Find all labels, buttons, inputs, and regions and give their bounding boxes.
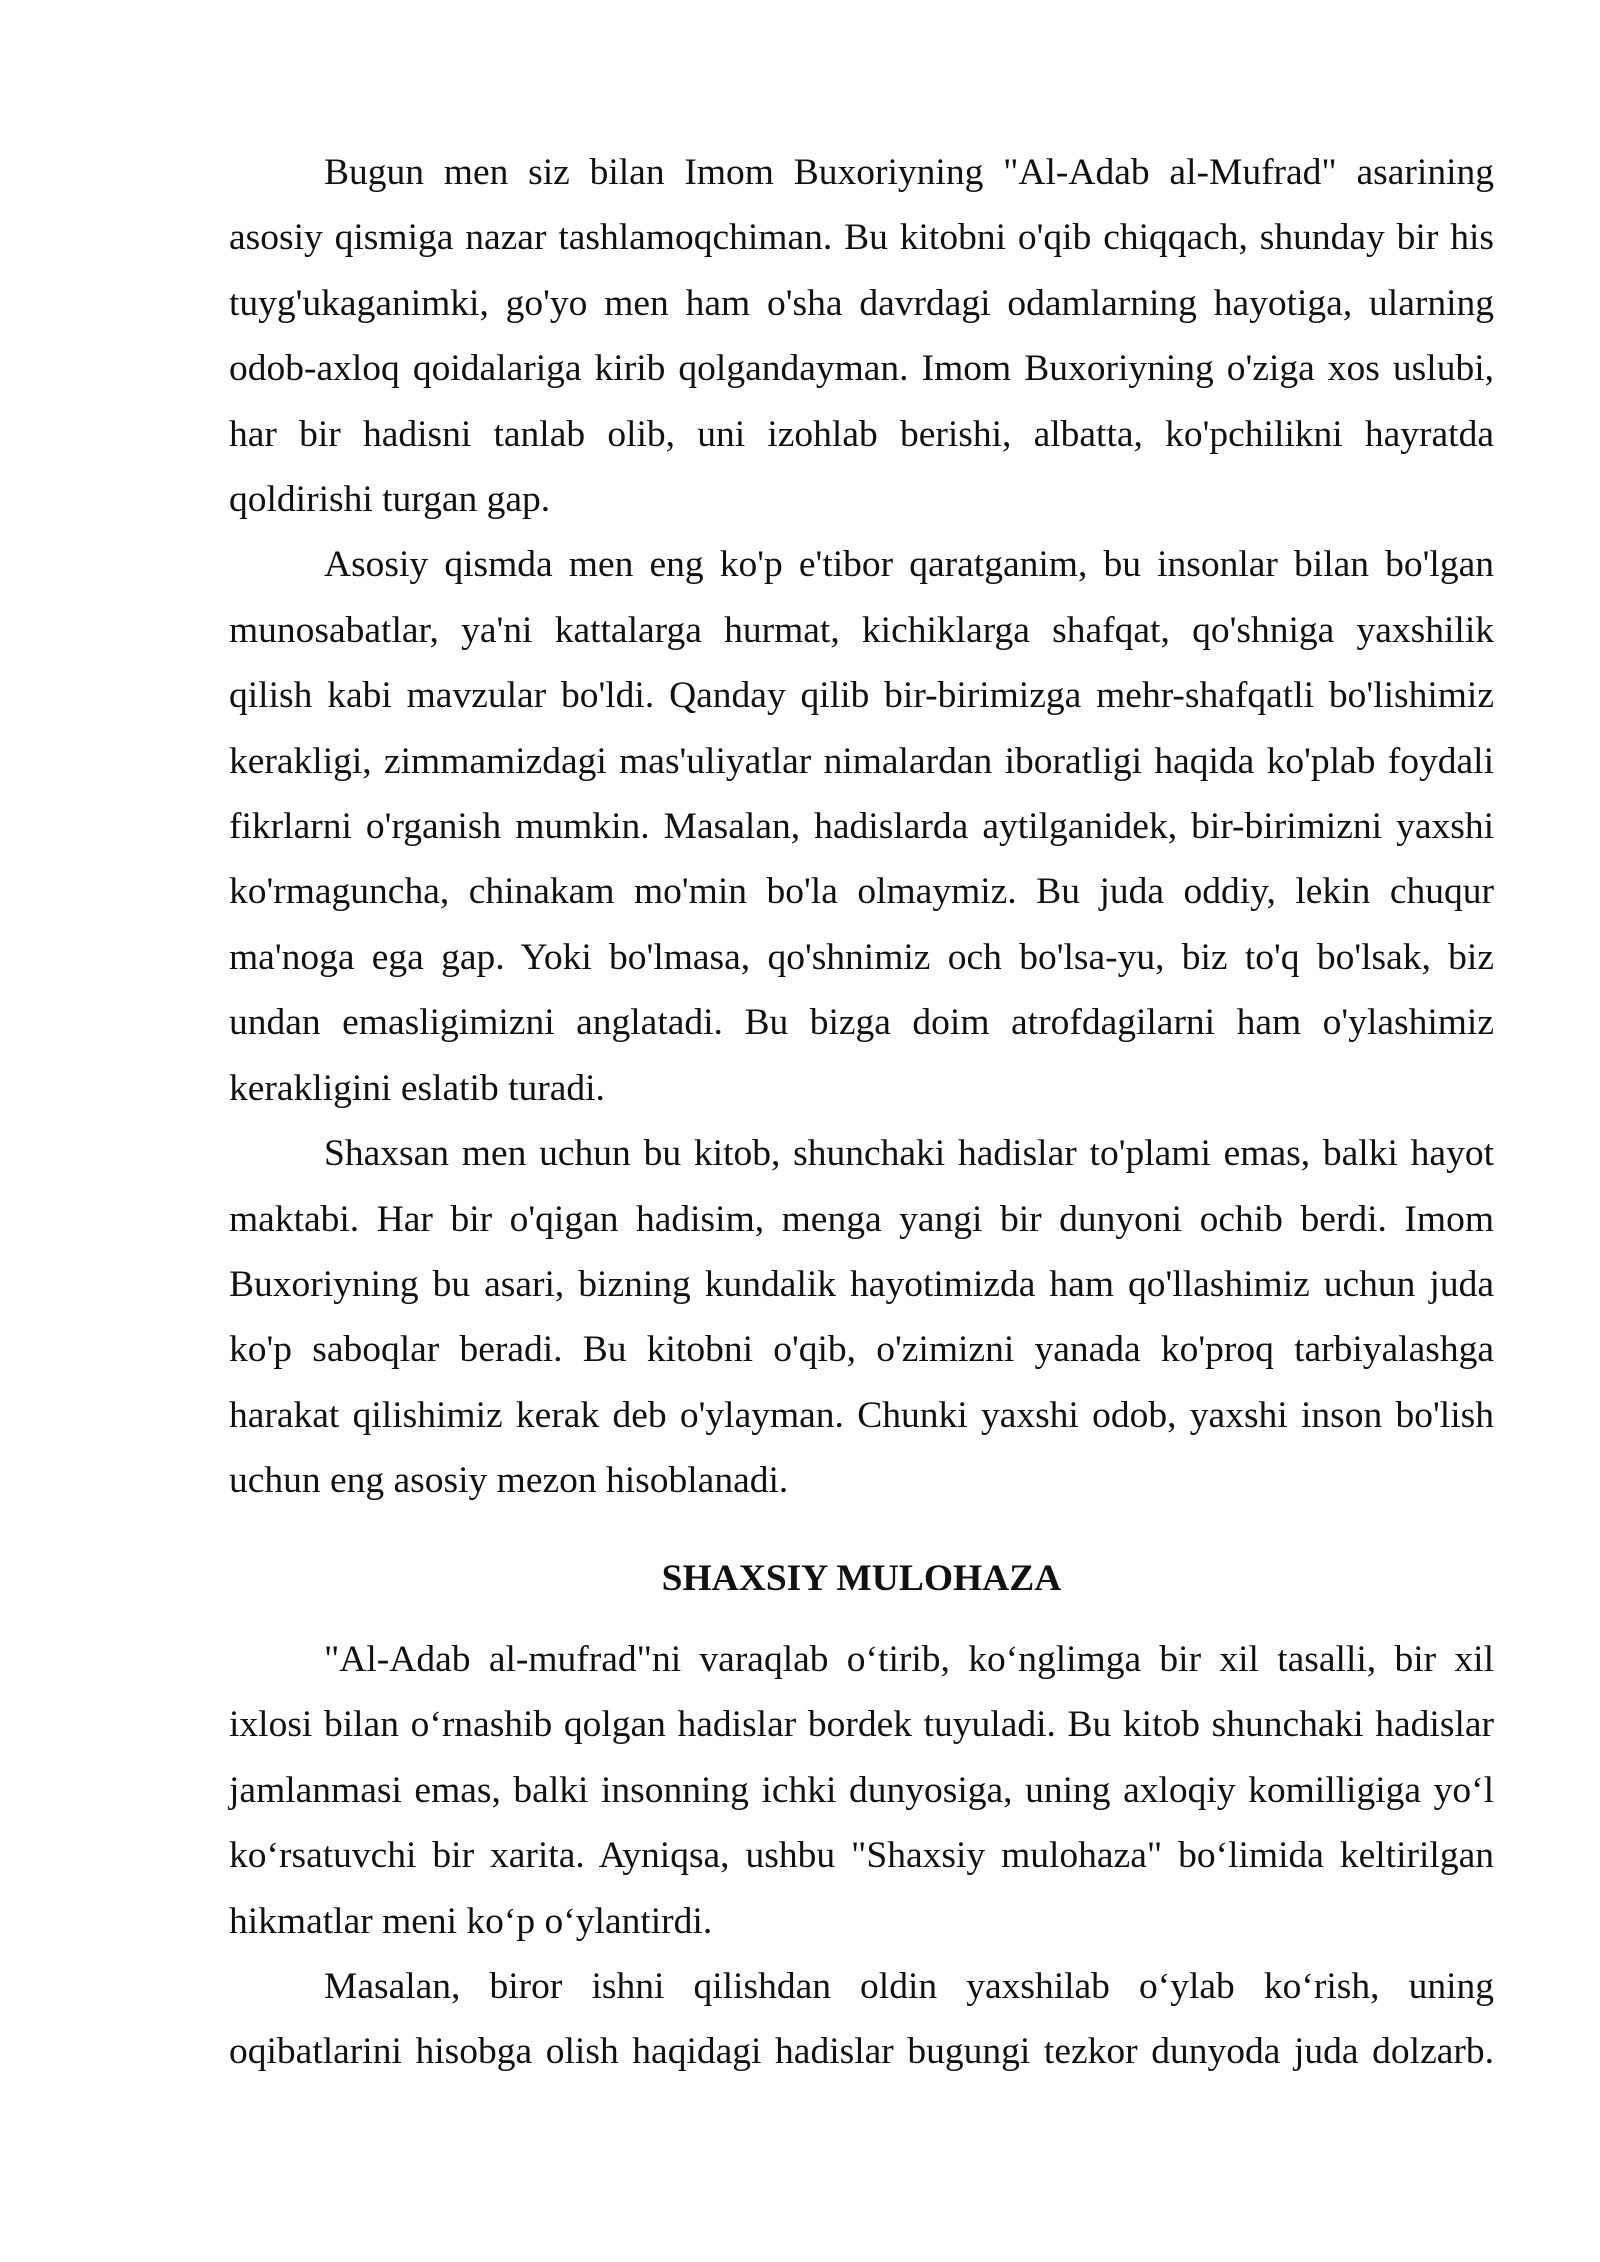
text-line: Shaxsan men uchun bu kitob, shunchaki hadislar to'plami emas, balki hayot <box>324 1133 1494 1175</box>
text-line: oqibatlarini hisobga olish haqidagi hadislar bugungi tezkor dunyoda juda dolzarb. <box>229 2031 1494 2073</box>
text-line: harakat qilishimiz kerak deb o'ylayman. Chunki yaxshi odob, yaxshi inson bo'lish <box>229 1394 1494 1436</box>
text-line: har bir hadisni tanlab olib, uni izohlab berishi, albatta, ko'pchilikni hayratda <box>229 413 1494 455</box>
text-line: munosabatlar, ya'ni kattalarga hurmat, kichiklarga shafqat, qo'shniga yaxshilik <box>229 609 1494 651</box>
text-line: undan emasligimizni anglatadi. Bu bizga doim atrofdagilarni ham o'ylashimiz <box>229 1002 1494 1044</box>
text-line: Bugun men siz bilan Imom Buxoriyning "Al-Adab al-Mufrad" asarining <box>324 152 1494 193</box>
text-line: ma'noga ega gap. Yoki bo'lmasa, qo'shnimiz och bo'lsa-yu, biz to'q bo'lsak, biz <box>229 936 1494 978</box>
text-line: Buxoriyning bu asari, bizning kundalik hayotimizda ham qo'llashimiz uchun juda <box>229 1263 1494 1305</box>
text-line: uchun eng asosiy mezon hisoblanadi. <box>229 1460 789 1502</box>
text-line: asosiy qismiga nazar tashlamoqchiman. Bu kitobni o'qib chiqqach, shunday bir his <box>229 217 1494 259</box>
paragraph <box>229 1121 1494 1513</box>
section-heading: SHAXSIY MULOHAZA <box>661 1557 1062 1599</box>
text-line: maktabi. Har bir o'qigan hadisim, menga yangi bir dunyoni ochib berdi. Imom <box>229 1198 1494 1240</box>
paragraph <box>229 140 1494 532</box>
text-line: "Al-Adab al-mufrad"ni varaqlab o‘tirib, ko‘nglimga bir xil tasalli, bir xil <box>324 1638 1494 1680</box>
text-line: ixlosi bilan o‘rnashib qolgan hadislar bordek tuyuladi. Bu kitob shunchaki hadislar <box>229 1704 1494 1746</box>
text-line: kerakligi, zimmamizdagi mas'uliyatlar nimalardan iboratligi haqida ko'plab foydali <box>229 740 1494 782</box>
paragraph <box>229 532 1494 1121</box>
text-line: ko'rmaguncha, chinakam mo'min bo'la olmaymiz. Bu juda oddiy, lekin chuqur <box>229 871 1494 913</box>
paragraph <box>229 1627 1494 1954</box>
text-line: odob-axloq qoidalariga kirib qolgandayman. Imom Buxoriyning o'ziga xos uslubi, <box>229 348 1494 390</box>
text-line: Masalan, biror ishni qilishdan oldin yaxshilab o‘ylab ko‘rish, uning <box>324 1965 1494 2007</box>
text-line: qoldirishi turgan gap. <box>229 479 551 521</box>
text-line: qilish kabi mavzular bo'ldi. Qanday qilib bir-birimizga mehr-shafqatli bo'lishimiz <box>229 675 1494 717</box>
text-line: kerakligini eslatib turadi. <box>229 1067 605 1109</box>
text-line: hikmatlar meni ko‘p o‘ylantirdi. <box>229 1900 713 1942</box>
text-line: fikrlarni o'rganish mumkin. Masalan, hadislarda aytilganidek, bir-birimizni yaxshi <box>229 806 1494 848</box>
text-line: tuyg'ukaganimki, go'yo men ham o'sha davrdagi odamlarning hayotiga, ularning <box>229 282 1494 324</box>
text-line: Asosiy qismda men eng ko'p e'tibor qaratganim, bu insonlar bilan bo'lgan <box>324 544 1494 586</box>
paragraph <box>229 1954 1494 2085</box>
text-line: ko'p saboqlar beradi. Bu kitobni o'qib, o'zimizni yanada ko'proq tarbiyalashga <box>229 1329 1494 1371</box>
text-column <box>229 140 1494 2085</box>
text-line: jamlanmasi emas, balki insonning ichki dunyosiga, uning axloqiy komilligiga yo‘l <box>229 1769 1494 1811</box>
text-line: ko‘rsatuvchi bir xarita. Ayniqsa, ushbu "Shaxsiy mulohaza" bo‘limida keltirilgan <box>229 1835 1494 1877</box>
